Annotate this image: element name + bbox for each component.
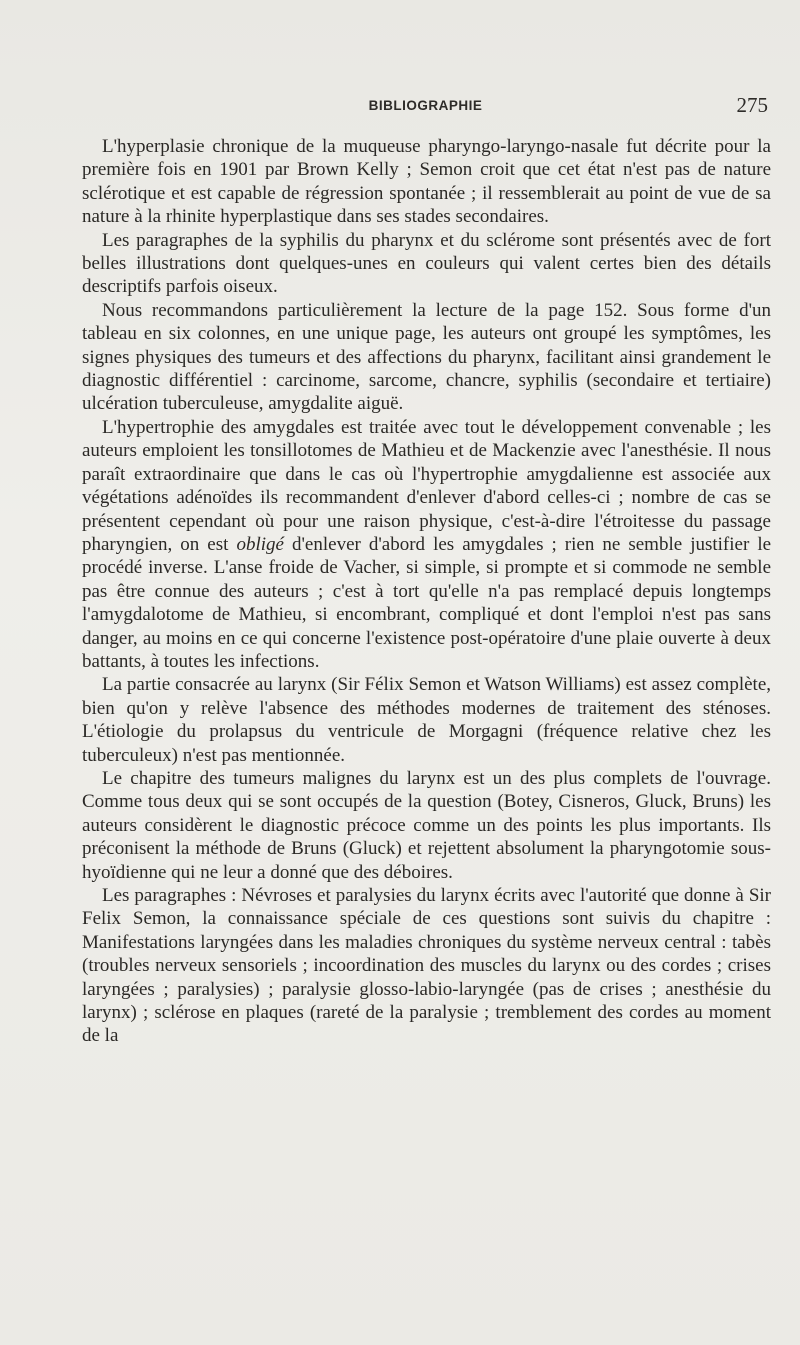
paragraph-syphilis-sclerome: Les paragraphes de la syphilis du pharynx et du sclérome sont présentés avec de fort belles illustrations dont quelques-unes en couleurs qui valent certes bien des détails descriptifs parfois oiseux. (82, 229, 771, 298)
paragraph-page-152-table: Nous recommandons particulièrement la lecture de la page 152. Sous forme d'un tableau en six colonnes, en une unique page, les auteurs ont groupé les symptômes, les signes physiques des tumeurs et des affections du pharynx, facilitant ainsi grandement le diagnostic différentiel : carcinome, sarcome, chancre, syphilis (secondaire et tertiaire) ulcération tuberculeuse, amygdalite aiguë. (82, 299, 771, 415)
running-head (83, 93, 768, 117)
paragraph-tumeurs-malignes: Le chapitre des tumeurs malignes du larynx est un des plus complets de l'ouvrage. Comme tous deux qui se sont occupés de la question (Botey, Cisneros, Gluck, Bruns) les auteurs considèrent le diagnostic précoce comme un des points les plus importants. Ils préconisent la méthode de Bruns (Gluck) et rejettent absolument la pharyngotomie sous-hyoïdienne qui ne leur a donné que des déboires. (82, 767, 771, 883)
paragraph-amygdales (82, 416, 771, 673)
paragraph-amygdales-part2: d'enlever d'abord les amygdales ; rien ne semble justifier le procédé inverse. L'anse froide de Vacher, si simple, si prompte et si commode ne semble pas être connue des auteurs ; c'est à tort qu'elle n'a pas remplacé depuis longtemps l'amygdalotome de Mathieu, si encombrant, compliqué et dont l'emploi n'est pas sans danger, au moins en ce qui concerne l'existence post-opératoire d'une plaie ouverte à deux battants, à toutes les infections. (82, 533, 772, 672)
page-number: 275 (736, 93, 768, 117)
paragraph-nevroses-paralysies: Les paragraphes : Névroses et paralysies du larynx écrits avec l'autorité que donne à Sir Felix Semon, la connaissance spéciale de ces questions sont suivis du chapitre : Manifestations laryngées dans les maladies chroniques du système nerveux central : tabès (troubles nerveux sensoriels ; incoordination des muscles du larynx ou des cordes ; crises laryngées ; paralysies) ; paralysie glosso-labio-laryngée (pas de crises ; anesthésie du larynx) ; sclérose en plaques (rareté de la paralysie ; tremblement des cordes au moment de la (82, 885, 771, 1047)
paragraph-pharyngo-laryngo-nasal: L'hyperplasie chronique de la muqueuse pharyngo-laryngo-nasale fut décrite pour la première fois en 1901 par Brown Kelly ; Semon croit que cet état n'est pas de nature sclérotique et est capable de régression spontanée ; il ressemblerait au point de vue de sa nature à la rhinite hyperplastique dans ses stades secondaires. (82, 136, 771, 228)
paragraph-larynx: La partie consacrée au larynx (Sir Félix Semon et Watson Williams) est assez complète, bien qu'on y relève l'absence des méthodes modernes de traitement des sténoses. L'étiologie du prolapsus du ventricule de Morgagni (fréquence relative chez les tuberculeux) n'est pas mentionnée. (82, 674, 771, 766)
emphasis-oblige: obligé (236, 533, 284, 555)
body-text (82, 135, 771, 1048)
paragraph-amygdales-part1: L'hypertrophie des amygdales est traitée avec tout le développement convenable ; les auteurs emploient les tonsillotomes de Mathieu et de Mackenzie avec l'anesthésie. Il nous paraît extraordinaire que dans le cas où l'hypertrophie amygdalienne est associée aux végétations adénoïdes ils recommandent d'enlever d'abord celles-ci ; nombre de cas se présentent cependant où pour une raison physique, c'est-à-dire l'étroitesse du passage pharyngien, on est (82, 416, 771, 555)
running-title: BIBLIOGRAPHIE (368, 98, 483, 113)
